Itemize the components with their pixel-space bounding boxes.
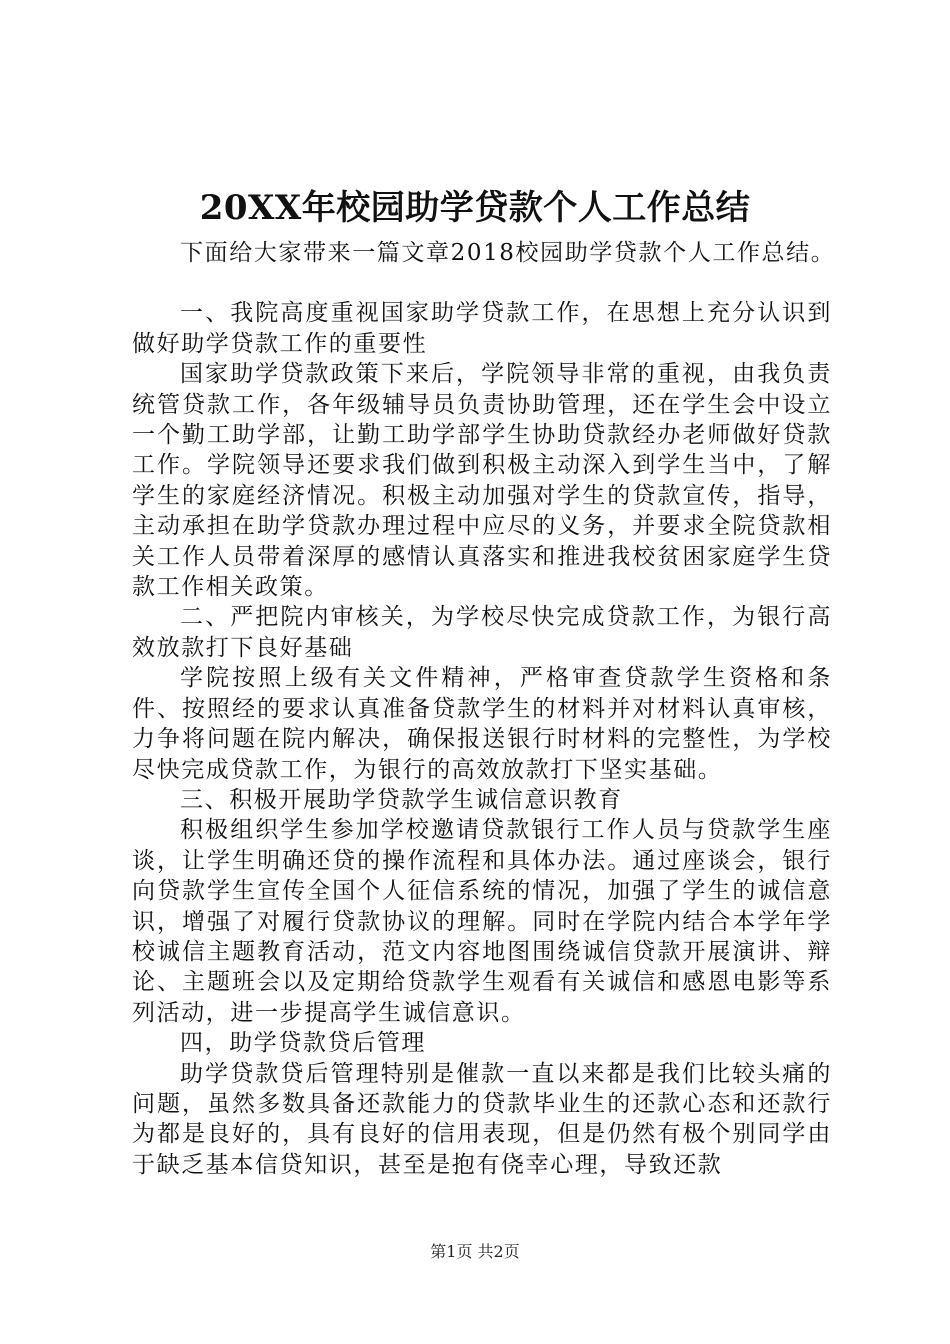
section-heading-4: 四，助学贷款贷后管理 xyxy=(180,1030,426,1057)
section-heading-1: 一、我院高度重视国家助学贷款工作，在思想上充分认识到做好助学贷款工作的重要性 xyxy=(132,300,832,357)
page-footer: 第1页 共2页 xyxy=(430,1242,520,1261)
section-heading-2: 二、严把院内审核关，为学校尽快完成贷款工作，为银行高效放款打下良好基础 xyxy=(132,604,832,661)
document-body xyxy=(132,238,836,1180)
section-heading-3: 三、积极开展助学贷款学生诚信意识教育 xyxy=(180,786,623,813)
body-paragraph-3: 积极组织学生参加学校邀请贷款银行工作人员与贷款学生座谈，让学生明确还贷的操作流程和具体办法。通过座谈会，银行向贷款学生宣传全国个人征信系统的情况，加强了学生的诚信意识，增强了对履行贷款协议的理解。同时在学院内结合本学年学校诚信主题教育活动，范文内容地图围绕诚信贷款开展演讲、辩论、主题班会以及定期给贷款学生观看有关诚信和感恩电影等系列活动，进一步提高学生诚信意识。 xyxy=(132,817,832,1026)
body-paragraph-2: 学院按照上级有关文件精神，严格审查贷款学生资格和条件、按照经的要求认真准备贷款学生的材料并对材料认真审核，力争将问题在院内解决，确保报送银行时材料的完整性，为学校尽快完成贷款工作，为银行的高效放款打下坚实基础。 xyxy=(132,665,832,783)
document-title: 20XX年校园助学贷款个人工作总结 xyxy=(199,188,751,228)
body-paragraph-4: 助学贷款贷后管理特别是催款一直以来都是我们比较头痛的问题，虽然多数具备还款能力的贷款毕业生的还款心态和还款行为都是良好的，具有良好的信用表现，但是仍然有极个别同学由于缺乏基本信贷知识，甚至是抱有侥幸心理，导致还款 xyxy=(132,1060,832,1178)
body-paragraph-1: 国家助学贷款政策下来后，学院领导非常的重视，由我负责统管贷款工作，各年级辅导员负责协助管理，还在学生会中设立一个勤工助学部，让勤工助学部学生协助贷款经办老师做好贷款工作。学院领导还要求我们做到积极主动深入到学生当中，了解学生的家庭经济情况。积极主动加强对学生的贷款宣传，指导，主动承担在助学贷款办理过程中应尽的义务，并要求全院贷款相关工作人员带着深厚的感情认真落实和推进我校贫困家庭学生贷款工作相关政策。 xyxy=(132,361,832,601)
intro-paragraph: 下面给大家带来一篇文章2018校园助学贷款个人工作总结。 xyxy=(180,240,836,266)
